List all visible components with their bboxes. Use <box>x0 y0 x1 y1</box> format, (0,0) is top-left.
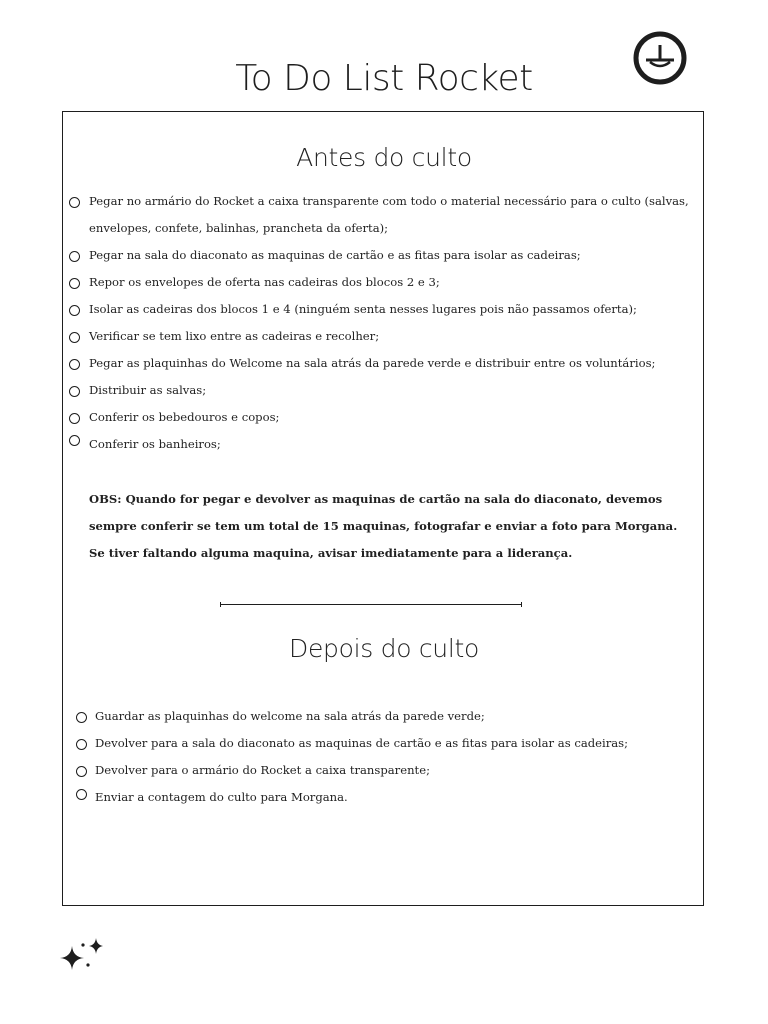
list-item <box>62 242 692 269</box>
section-title-depois: Depois do culto <box>289 634 479 663</box>
list-item <box>62 269 692 296</box>
checkbox-circle-icon[interactable] <box>69 197 80 208</box>
checkbox-circle-icon[interactable] <box>69 251 80 262</box>
section-title-antes: Antes do culto <box>296 143 472 172</box>
list-item <box>62 377 692 404</box>
item-text: Distribuir as salvas; <box>89 383 207 397</box>
item-text: Pegar as plaquinhas do Welcome na sala atrás da parede verde e distribuir entre os voluntários; <box>89 356 656 370</box>
item-text: Pegar no armário do Rocket a caixa transparente com todo o material necessário para o culto (salvas, envelopes, confete, balinhas, prancheta da oferta); <box>89 194 689 235</box>
list-item <box>74 784 694 811</box>
checkbox-circle-icon[interactable] <box>69 332 80 343</box>
checkbox-circle-icon[interactable] <box>69 359 80 370</box>
list-item <box>74 730 694 757</box>
item-text: Isolar as cadeiras dos blocos 1 e 4 (ninguém senta nesses lugares pois não passamos oferta); <box>89 302 637 316</box>
sparkle-icon <box>60 938 106 972</box>
page-title: To Do List Rocket <box>235 58 533 99</box>
checkbox-circle-icon[interactable] <box>69 278 80 289</box>
list-item <box>62 404 692 431</box>
section-divider <box>220 604 522 605</box>
list-item <box>62 296 692 323</box>
checklist-depois <box>74 703 694 811</box>
checkbox-circle-icon[interactable] <box>76 712 87 723</box>
checkbox-circle-icon[interactable] <box>69 386 80 397</box>
checkbox-circle-icon[interactable] <box>69 435 80 446</box>
item-text: Verificar se tem lixo entre as cadeiras e recolher; <box>89 329 380 343</box>
item-text: Enviar a contagem do culto para Morgana. <box>95 790 348 804</box>
item-text: Devolver para o armário do Rocket a caixa transparente; <box>95 763 430 777</box>
list-item <box>62 431 692 458</box>
item-text: Guardar as plaquinhas do welcome na sala atrás da parede verde; <box>95 709 485 723</box>
checkbox-circle-icon[interactable] <box>69 305 80 316</box>
checkbox-circle-icon[interactable] <box>76 766 87 777</box>
list-item <box>62 323 692 350</box>
checkbox-circle-icon[interactable] <box>76 739 87 750</box>
item-text: Conferir os bebedouros e copos; <box>89 410 280 424</box>
checkbox-circle-icon[interactable] <box>76 789 87 800</box>
obs-note: OBS: Quando for pegar e devolver as maquinas de cartão na sala do diaconato, devemos sempre conferir se tem um total de 15 maquinas, fotografar e enviar a foto para Morgana. Se tiver faltando alguma maquina, avisar imediatamente para a liderança. <box>89 492 678 560</box>
item-text: Repor os envelopes de oferta nas cadeiras dos blocos 2 e 3; <box>89 275 440 289</box>
item-text: Devolver para a sala do diaconato as maquinas de cartão e as fitas para isolar as cadeiras; <box>95 736 629 750</box>
checkbox-circle-icon[interactable] <box>69 413 80 424</box>
checklist-antes <box>62 188 692 458</box>
list-item <box>74 757 694 784</box>
church-logo-icon <box>632 30 688 86</box>
item-text: Conferir os banheiros; <box>89 437 221 451</box>
list-item <box>74 703 694 730</box>
item-text: Pegar na sala do diaconato as maquinas de cartão e as fitas para isolar as cadeiras; <box>89 248 581 262</box>
list-item <box>62 188 692 242</box>
list-item <box>62 350 692 377</box>
